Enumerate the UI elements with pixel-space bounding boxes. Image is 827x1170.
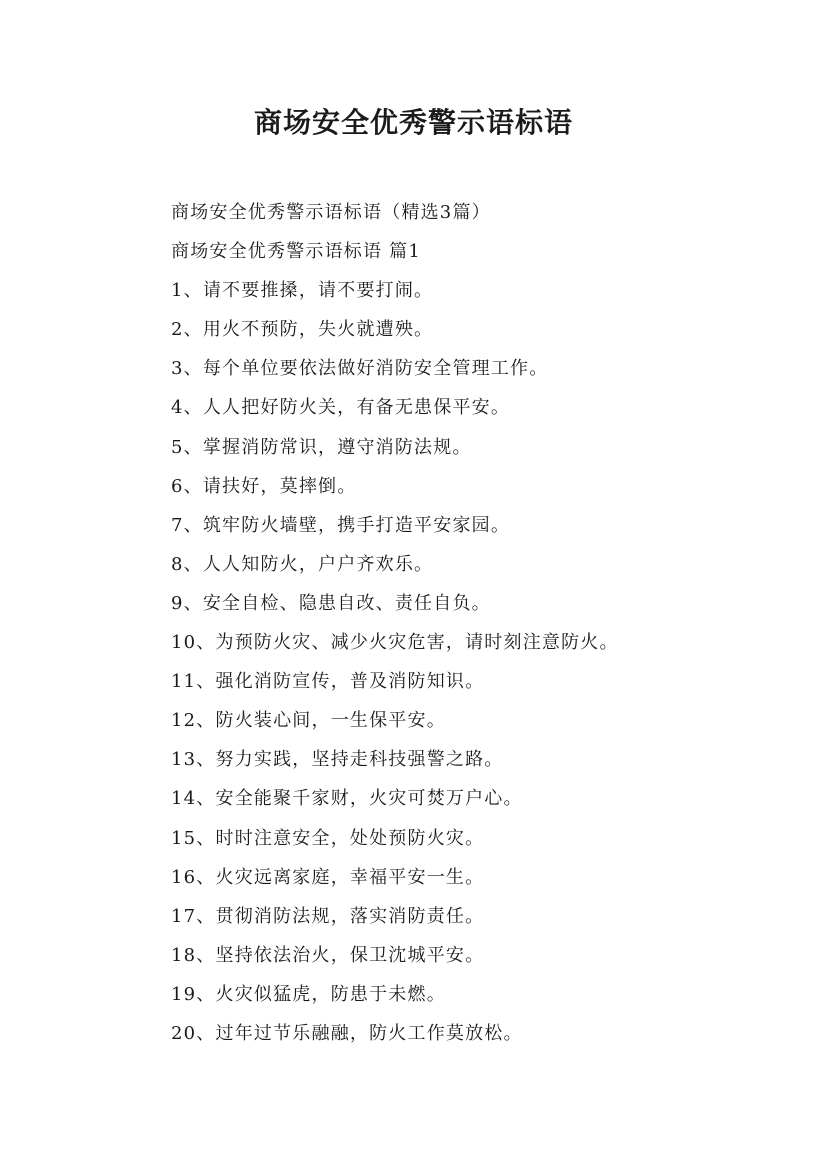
slogan-item-14: 14、安全能聚千家财，火灾可焚万户心。: [171, 788, 523, 810]
slogan-item-17: 17、贯彻消防法规，落实消防责任。: [171, 905, 485, 927]
document-title: 商场安全优秀警示语标语: [253, 106, 573, 139]
slogan-item-7: 7、筑牢防火墙壁，携手打造平安家园。: [171, 514, 511, 536]
slogan-item-11: 11、强化消防宣传，普及消防知识。: [171, 671, 485, 693]
slogan-item-1: 1、请不要推搡，请不要打闹。: [171, 280, 434, 302]
slogan-item-18: 18、坚持依法治火，保卫沈城平安。: [171, 944, 485, 966]
slogan-item-10: 10、为预防火灾、减少火灾危害，请时刻注意防火。: [171, 632, 619, 654]
subtitle-line: 商场安全优秀警示语标语（精选3篇）: [171, 202, 491, 223]
document-body: [171, 193, 791, 1053]
slogan-item-5: 5、掌握消防常识，遵守消防法规。: [171, 436, 472, 458]
slogan-item-16: 16、火灾远离家庭，幸福平安一生。: [171, 866, 485, 888]
slogan-item-20: 20、过年过节乐融融，防火工作莫放松。: [171, 1022, 523, 1044]
slogan-item-12: 12、防火装心间，一生保平安。: [171, 710, 446, 732]
slogan-item-13: 13、努力实践，坚持走科技强警之路。: [171, 749, 504, 771]
slogan-item-19: 19、火灾似猛虎，防患于未燃。: [171, 983, 446, 1005]
slogan-item-4: 4、人人把好防火关，有备无患保平安。: [171, 397, 511, 419]
slogan-item-9: 9、安全自检、隐患自改、责任自负。: [171, 592, 491, 614]
slogan-item-15: 15、时时注意安全，处处预防火灾。: [171, 827, 485, 849]
slogan-item-3: 3、每个单位要依法做好消防安全管理工作。: [171, 358, 549, 380]
section-heading: 商场安全优秀警示语标语 篇1: [171, 241, 421, 263]
slogan-item-6: 6、请扶好，莫摔倒。: [171, 475, 357, 497]
slogan-item-8: 8、人人知防火，户户齐欢乐。: [171, 553, 434, 575]
slogan-item-2: 2、用火不预防，失火就遭殃。: [171, 319, 434, 341]
